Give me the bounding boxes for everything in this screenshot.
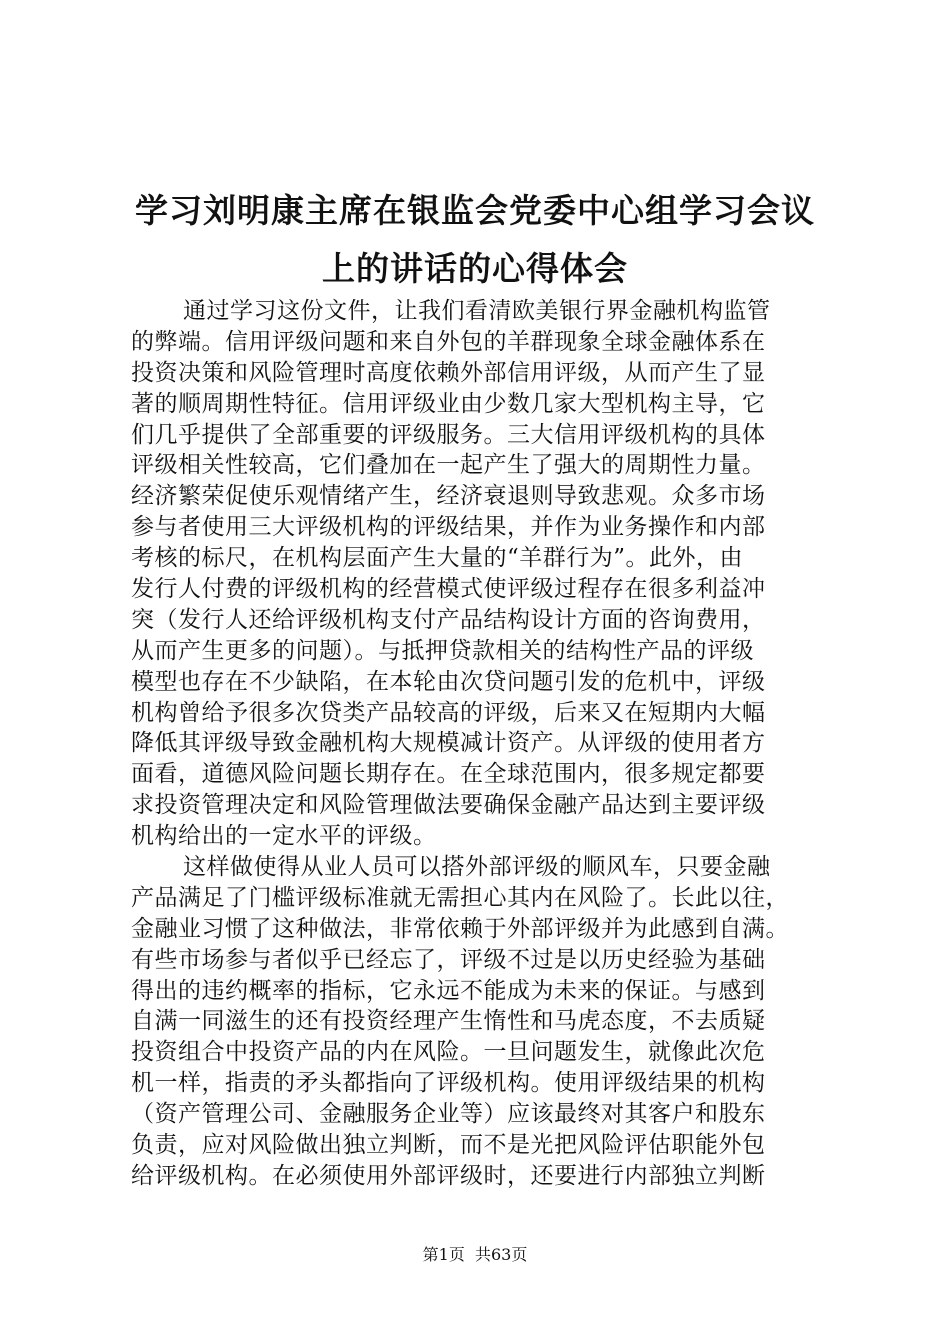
body-line: 们几乎提供了全部重要的评级服务。三大信用评级机构的具体 xyxy=(131,421,766,448)
body-line: 突（发行人还给评级机构支付产品结构设计方面的咨询费用， xyxy=(131,606,766,633)
body-line: 投资组合中投资产品的内在风险。一旦问题发生，就像此次危 xyxy=(131,1039,766,1066)
body-line: 评级相关性较高，它们叠加在一起产生了强大的周期性力量。 xyxy=(131,452,766,479)
body-line: 发行人付费的评级机构的经营模式使评级过程存在很多利益冲 xyxy=(131,576,766,603)
body-line: 给评级机构。在必须使用外部评级时，还要进行内部独立判断 xyxy=(131,1162,766,1189)
body-line: 参与者使用三大评级机构的评级结果，并作为业务操作和内部 xyxy=(131,514,766,541)
document-title-line-2: 上的讲话的心得体会 xyxy=(322,249,628,288)
body-line: 求投资管理决定和风险管理做法要确保金融产品达到主要评级 xyxy=(131,792,766,819)
body-line: 模型也存在不少缺陷，在本轮由次贷问题引发的危机中，评级 xyxy=(131,668,766,695)
body-line: 有些市场参与者似乎已经忘了，评级不过是以历史经验为基础 xyxy=(131,946,766,973)
body-line: 金融业习惯了这种做法，非常依赖于外部评级并为此感到自满。 xyxy=(131,915,789,942)
body-line: 投资决策和风险管理时高度依赖外部信用评级，从而产生了显 xyxy=(131,359,766,386)
body-line: 面看，道德风险问题长期存在。在全球范围内，很多规定都要 xyxy=(131,761,766,788)
body-line: 考核的标尺，在机构层面产生大量的“羊群行为”。此外，由 xyxy=(131,545,744,572)
body-line: 降低其评级导致金融机构大规模减计资产。从评级的使用者方 xyxy=(131,730,766,757)
body-line: 自满一同滋生的还有投资经理产生惰性和马虎态度，不去质疑 xyxy=(131,1008,766,1035)
body-line: （资产管理公司、金融服务企业等）应该最终对其客户和股东 xyxy=(131,1101,766,1128)
body-line: 机构曾给予很多次贷类产品较高的评级，后来又在短期内大幅 xyxy=(131,699,766,726)
body-line: 产品满足了门槛评级标准就无需担心其内在风险了。长此以往， xyxy=(131,884,789,911)
body-line: 通过学习这份文件，让我们看清欧美银行界金融机构监管 xyxy=(183,298,771,324)
body-line: 得出的违约概率的指标，它永远不能成为未来的保证。与感到 xyxy=(131,977,766,1004)
page-footer: 第1页 共63页 xyxy=(422,1245,528,1264)
body-line: 经济繁荣促使乐观情绪产生，经济衰退则导致悲观。众多市场 xyxy=(131,483,766,510)
body-line: 负责，应对风险做出独立判断，而不是光把风险评估职能外包 xyxy=(131,1132,766,1159)
document-body xyxy=(131,296,831,1192)
document-title-line-1: 学习刘明康主席在银监会党委中心组学习会议 xyxy=(135,191,815,230)
body-line: 的弊端。信用评级问题和来自外包的羊群现象全球金融体系在 xyxy=(131,328,766,355)
body-line: 著的顺周期性特征。信用评级业由少数几家大型机构主导，它 xyxy=(131,390,766,417)
body-line: 机构给出的一定水平的评级。 xyxy=(131,823,437,850)
body-line: 从而产生更多的问题）。与抵押贷款相关的结构性产品的评级 xyxy=(131,637,754,664)
body-line: 机一样，指责的矛头都指向了评级机构。使用评级结果的机构 xyxy=(131,1070,766,1097)
body-line: 这样做使得从业人员可以搭外部评级的顺风车，只要金融 xyxy=(183,854,771,881)
